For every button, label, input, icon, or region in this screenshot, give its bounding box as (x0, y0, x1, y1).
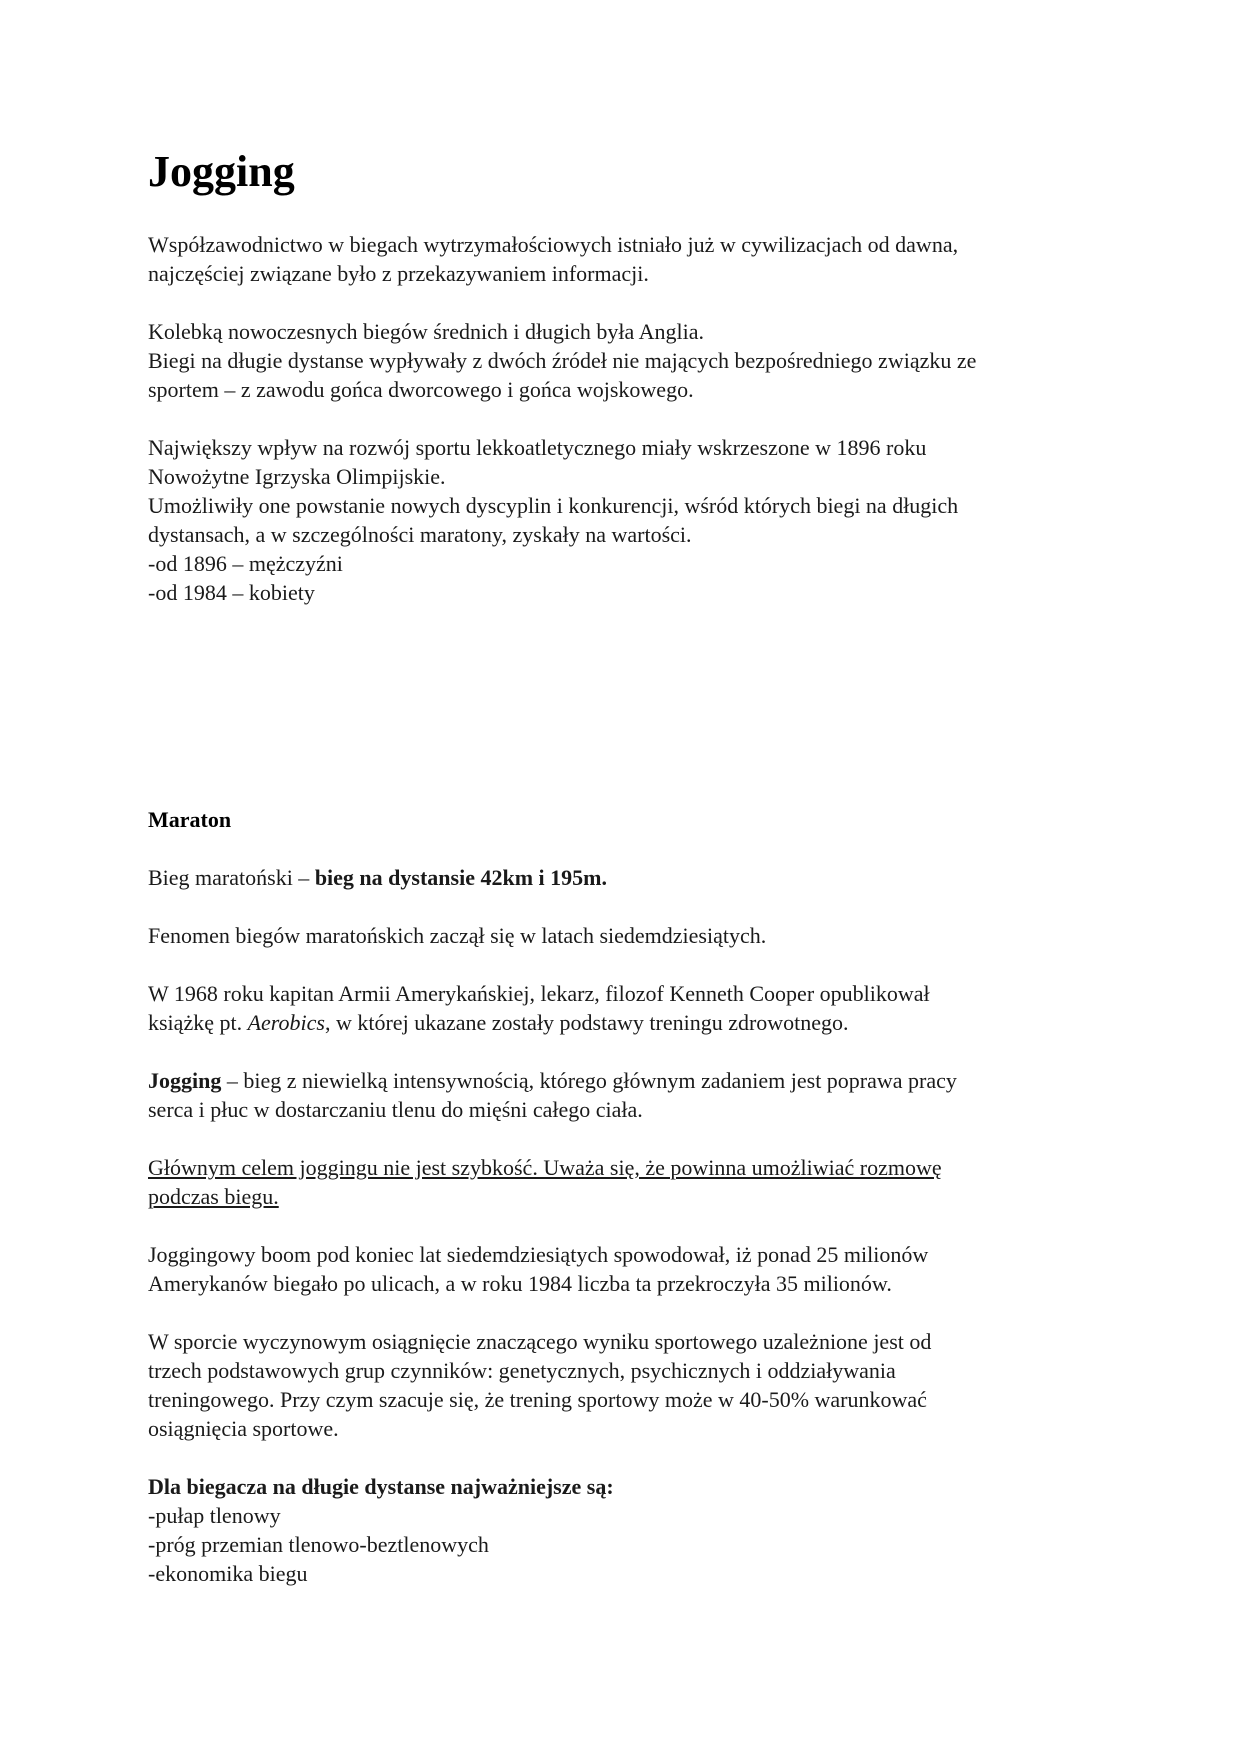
text-line: osiągnięcia sportowe. (148, 1416, 339, 1441)
list-heading: Dla biegacza na długie dystanse najważniejsze są: (148, 1474, 614, 1499)
goal-paragraph (148, 1153, 1098, 1211)
text-line: Największy wpływ na rozwój sportu lekkoatletycznego miały wskrzeszone w 1896 roku (148, 435, 927, 460)
text-fragment: , w której ukazane zostały podstawy treningu zdrowotnego. (324, 1010, 849, 1035)
jogging-definition-paragraph (148, 1066, 1098, 1124)
cooper-paragraph (148, 979, 1098, 1037)
page-title: Jogging (148, 147, 295, 196)
text-line (148, 1066, 1098, 1095)
text-fragment: książkę pt. (148, 1010, 248, 1035)
list-item: -pułap tlenowy (148, 1503, 281, 1528)
text-line: Joggingowy boom pod koniec lat siedemdziesiątych spowodował, iż ponad 25 milionów (148, 1242, 929, 1267)
intro-paragraph-1 (148, 230, 1098, 288)
list-item: -próg przemian tlenowo-beztlenowych (148, 1532, 489, 1557)
definition-prefix: Bieg maratoński – (148, 865, 315, 890)
section-heading: Maraton (148, 807, 232, 832)
text-line: podczas biegu. (148, 1184, 279, 1209)
text-line: sportem – z zawodu gońca dworcowego i gońca wojskowego. (148, 377, 694, 402)
text-line: najczęściej związane było z przekazywaniem informacji. (148, 261, 649, 286)
intro-paragraph-3 (148, 433, 1098, 607)
text-line: W sporcie wyczynowym osiągnięcie znaczącego wyniku sportowego uzależnione jest od (148, 1329, 932, 1354)
list-paragraph (148, 1472, 1098, 1588)
text-line: -od 1896 – mężczyźni (148, 551, 343, 576)
text-line: treningowego. Przy czym szacuje się, że trening sportowy może w 40-50% warunkować (148, 1387, 927, 1412)
maraton-section (148, 805, 1098, 1588)
text-line: trzech podstawowych grup czynników: genetycznych, psychicznych i oddziaływania (148, 1358, 896, 1383)
text-line: W 1968 roku kapitan Armii Amerykańskiej, lekarz, filozof Kenneth Cooper opublikował (148, 981, 930, 1006)
text-line: Nowożytne Igrzyska Olimpijskie. (148, 464, 446, 489)
text-line: Współzawodnictwo w biegach wytrzymałościowych istniało już w cywilizacjach od dawna, (148, 232, 959, 257)
text-line: dystansach, a w szczególności maratony, zyskały na wartości. (148, 522, 692, 547)
definition-bold: bieg na dystansie 42km i 195m. (314, 865, 607, 890)
text-line: Amerykanów biegało po ulicach, a w roku 1984 liczba ta przekroczyła 35 milionów. (148, 1271, 892, 1296)
intro-section (148, 230, 1098, 607)
text-line (148, 1008, 1098, 1037)
list-item: -ekonomika biegu (148, 1561, 308, 1586)
document-page (148, 140, 1098, 1586)
intro-paragraph-2 (148, 317, 1098, 404)
fenomen-paragraph: Fenomen biegów maratońskich zaczął się w latach siedemdziesiątych. (148, 923, 767, 948)
text-line: -od 1984 – kobiety (148, 580, 315, 605)
text-line: Biegi na długie dystanse wypływały z dwóch źródeł nie mających bezpośredniego związku ze (148, 348, 977, 373)
text-fragment: – bieg z niewielką intensywnością, którego głównym zadaniem jest poprawa pracy (221, 1068, 957, 1093)
jogging-term: Jogging (148, 1068, 222, 1093)
text-line: serca i płuc w dostarczaniu tlenu do mięśni całego ciała. (148, 1097, 643, 1122)
sport-paragraph (148, 1327, 1098, 1443)
text-line: Głównym celem joggingu nie jest szybkość. Uważa się, że powinna umożliwiać rozmowę (148, 1155, 942, 1180)
book-title: Aerobics (247, 1010, 325, 1035)
definition-paragraph (148, 863, 1098, 892)
text-line: Umożliwiły one powstanie nowych dyscyplin i konkurencji, wśród których biegi na długich (148, 493, 959, 518)
text-line: Kolebką nowoczesnych biegów średnich i długich była Anglia. (148, 319, 704, 344)
boom-paragraph (148, 1240, 1098, 1298)
